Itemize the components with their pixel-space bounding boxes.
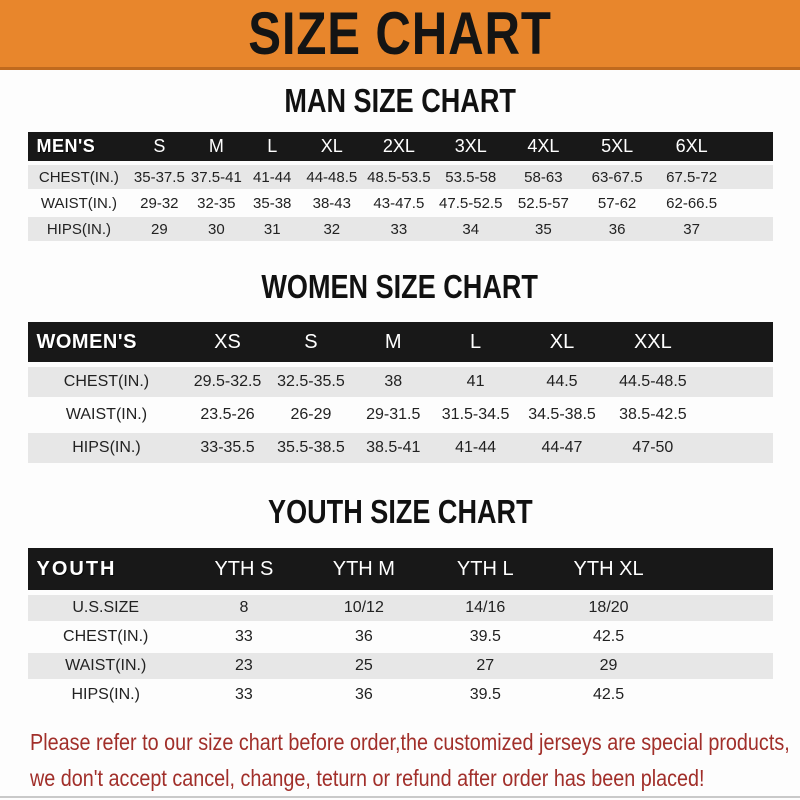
cell-value: 63-67.5	[591, 168, 643, 186]
cell-value: 29	[151, 220, 168, 238]
cell-value: 57-62	[597, 194, 637, 212]
table-row	[28, 595, 773, 621]
cell-value: 34	[462, 220, 480, 238]
row-label: HIPS(IN.)	[71, 686, 140, 703]
youth-size-table	[28, 548, 773, 708]
cell-value: 23.5-26	[200, 406, 255, 423]
cell-value: 10/12	[343, 599, 384, 616]
cell-value: 26-29	[290, 406, 332, 423]
cell-value: 14/16	[465, 599, 506, 616]
cell-value: 29	[599, 657, 618, 674]
cell-value: 62-66.5	[666, 194, 718, 212]
cell-value: 47.5-52.5	[439, 194, 503, 212]
column-header: L	[470, 330, 482, 353]
column-header: 3XL	[454, 136, 487, 156]
table-row	[28, 191, 773, 215]
column-header: M	[384, 330, 402, 353]
women-header-row	[28, 322, 773, 362]
table-row	[28, 217, 773, 241]
cell-value: 35-38	[253, 194, 292, 212]
cell-value: 43-47.5	[373, 194, 425, 212]
table-row	[28, 624, 773, 650]
cell-value: 52.5-57	[517, 194, 569, 212]
row-label: U.S.SIZE	[72, 599, 140, 616]
column-header: 2XL	[382, 136, 415, 156]
cell-value: 32-35	[197, 194, 236, 212]
cell-value: 8	[239, 599, 249, 616]
section-youth	[0, 494, 800, 708]
cell-value: 36	[354, 686, 373, 703]
column-header: 5XL	[601, 136, 634, 156]
size-chart-banner	[0, 0, 800, 70]
cell-value: 37.5-41	[190, 168, 242, 186]
cell-value: 36	[608, 220, 626, 238]
section-title-text: YOUTH SIZE CHART	[267, 493, 533, 530]
column-header: S	[304, 330, 318, 353]
cell-value: 29-32	[140, 194, 179, 212]
cell-value: 30	[208, 220, 225, 238]
table-row	[28, 165, 773, 189]
column-header: S	[153, 136, 166, 156]
bottom-divider	[0, 796, 800, 798]
footer-note-line-1: Please refer to our size chart before order,the customized jerseys are special products,	[30, 729, 790, 755]
cell-value: 23	[235, 657, 253, 674]
cell-value: 42.5	[592, 686, 625, 703]
youth-header-row	[28, 548, 773, 590]
column-header: YTH L	[456, 557, 514, 580]
cell-value: 33-35.5	[200, 439, 255, 456]
women-size-table	[28, 322, 773, 463]
cell-value: 58-63	[524, 168, 563, 186]
cell-value: 38.5-42.5	[619, 406, 687, 423]
cell-value: 27	[476, 657, 495, 674]
cell-value: 25	[354, 657, 373, 674]
column-header: YTH S	[214, 557, 274, 580]
cell-value: 18/20	[588, 599, 629, 616]
row-label: WAIST(IN.)	[65, 657, 147, 674]
cell-value: 32.5-35.5	[277, 373, 345, 390]
column-header: L	[267, 136, 278, 156]
cell-value: 44-48.5	[306, 168, 358, 186]
corner-label: MEN'S	[36, 136, 96, 156]
section-men	[0, 83, 800, 241]
cell-value: 37	[683, 220, 700, 238]
section-title-men	[0, 83, 800, 123]
table-row	[28, 367, 773, 397]
cell-value: 67.5-72	[666, 168, 718, 186]
row-label: HIPS(IN.)	[72, 439, 141, 456]
banner-title: SIZE CHART	[248, 0, 552, 67]
men-size-table	[28, 132, 773, 241]
cell-value: 39.5	[469, 628, 501, 645]
cell-value: 29-31.5	[366, 406, 421, 423]
column-header: YTH XL	[573, 557, 644, 580]
corner-label: WOMEN'S	[36, 330, 137, 353]
column-header: 4XL	[527, 136, 560, 156]
column-header: YTH M	[332, 557, 395, 580]
cell-value: 31	[263, 220, 281, 238]
cell-value: 39.5	[469, 686, 501, 703]
section-title-text: WOMEN SIZE CHART	[261, 268, 539, 305]
row-label: CHEST(IN.)	[63, 628, 149, 645]
cell-value: 33	[390, 220, 408, 238]
footer-note-line-2: we don't accept cancel, change, teturn or refund after order has been placed!	[30, 765, 705, 791]
cell-value: 38-43	[312, 194, 351, 212]
table-row	[28, 433, 773, 463]
column-header: XL	[549, 330, 575, 353]
cell-value: 35-37.5	[133, 168, 185, 186]
column-header: 6XL	[675, 136, 708, 156]
section-title-text: MAN SIZE CHART	[284, 82, 516, 119]
table-row	[28, 400, 773, 430]
footer-note	[0, 724, 800, 796]
cell-value: 29.5-32.5	[193, 373, 262, 390]
row-label: WAIST(IN.)	[40, 194, 117, 212]
column-header: XL	[320, 136, 343, 156]
cell-value: 48.5-53.5	[367, 168, 431, 186]
cell-value: 44.5	[546, 373, 578, 390]
column-header: XS	[214, 330, 241, 353]
cell-value: 33	[235, 628, 253, 645]
cell-value: 35	[535, 220, 552, 238]
cell-value: 41-44	[455, 439, 497, 456]
cell-value: 47-50	[632, 439, 674, 456]
column-header: XXL	[633, 330, 672, 353]
cell-value: 35.5-38.5	[277, 439, 345, 456]
row-label: WAIST(IN.)	[65, 406, 148, 423]
men-header-row	[28, 132, 773, 161]
section-women	[0, 269, 800, 463]
column-header: M	[208, 136, 224, 156]
cell-value: 36	[354, 628, 373, 645]
charts-area	[0, 83, 800, 708]
cell-value: 33	[235, 686, 253, 703]
cell-value: 42.5	[592, 628, 625, 645]
row-label: CHEST(IN.)	[38, 168, 119, 186]
row-label: CHEST(IN.)	[63, 373, 150, 390]
cell-value: 44-47	[541, 439, 583, 456]
cell-value: 41-44	[253, 168, 292, 186]
cell-value: 32	[323, 220, 341, 238]
cell-value: 31.5-34.5	[441, 406, 510, 423]
cell-value: 38.5-41	[366, 439, 421, 456]
table-row	[28, 653, 773, 679]
cell-value: 44.5-48.5	[619, 373, 687, 390]
cell-value: 34.5-38.5	[528, 406, 596, 423]
section-title-youth	[0, 494, 800, 534]
table-row	[28, 682, 773, 708]
cell-value: 38	[384, 373, 403, 390]
corner-label: YOUTH	[36, 557, 117, 580]
cell-value: 41	[466, 373, 485, 390]
cell-value: 53.5-58	[445, 168, 497, 186]
section-title-women	[0, 269, 800, 309]
row-label: HIPS(IN.)	[46, 220, 111, 238]
